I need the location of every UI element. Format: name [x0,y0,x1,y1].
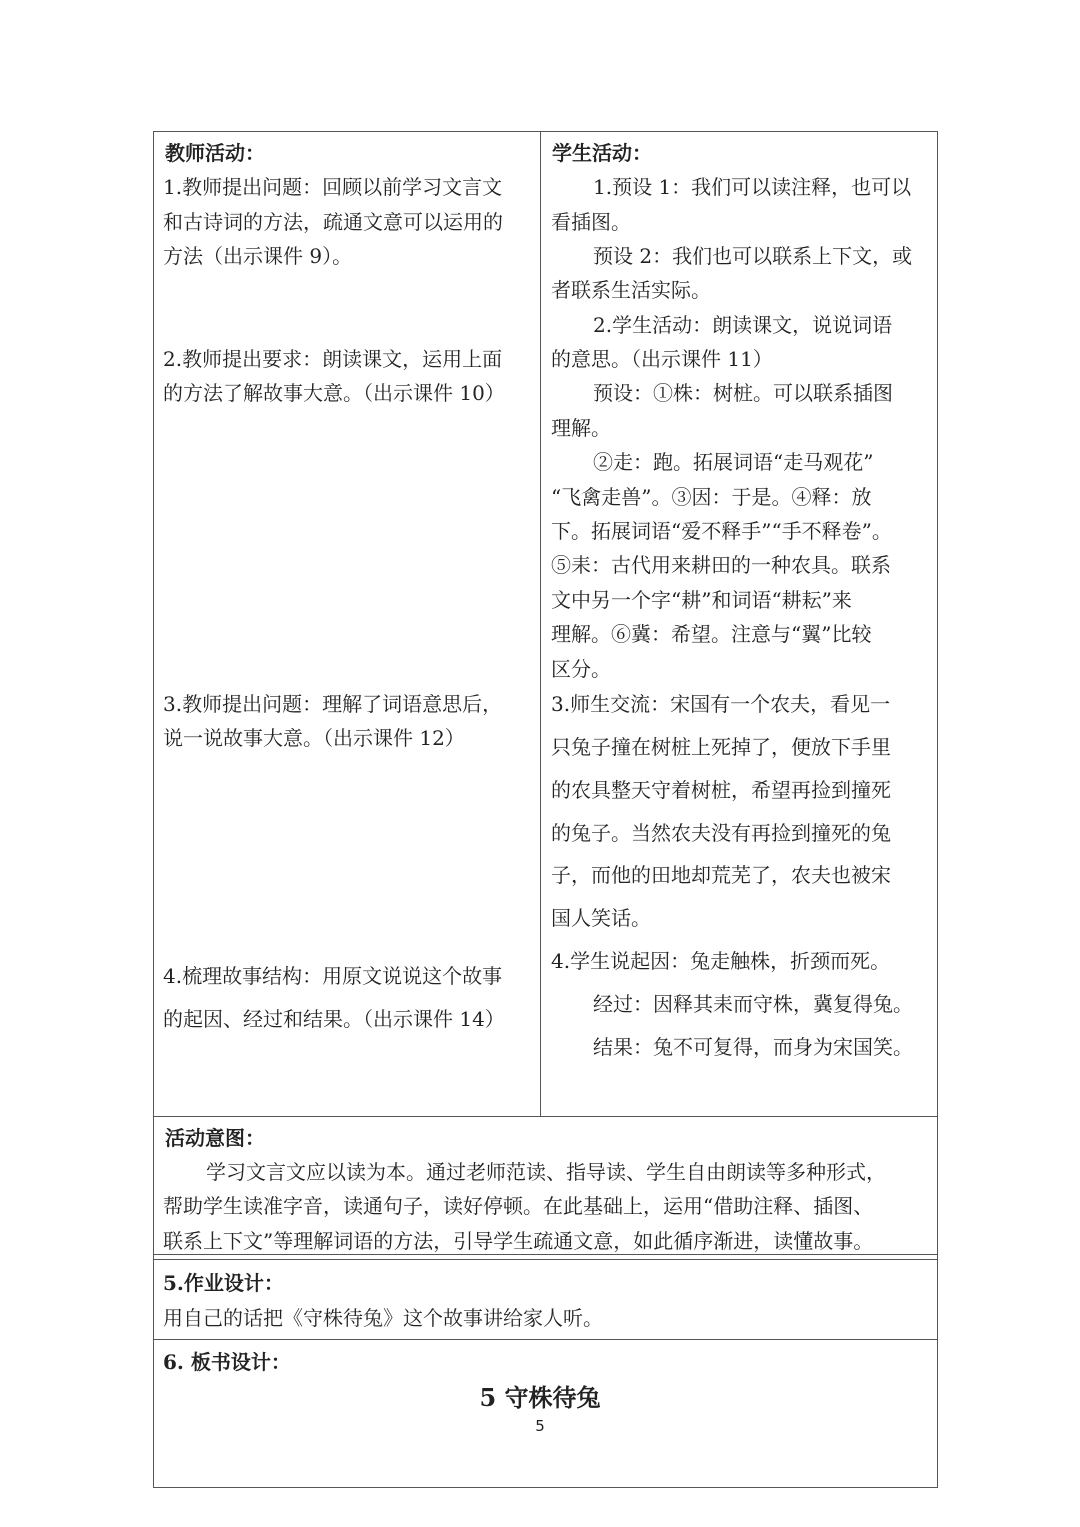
teacher-line: 的方法了解故事大意。（出示课件 10） [163,381,505,405]
homework-heading: 5.作业设计： [163,1271,284,1295]
student-line: 者联系生活实际。 [551,278,711,302]
teacher-line: 2.教师提出要求：朗读课文，运用上面 [163,347,503,371]
teacher-heading: 教师活动： [165,141,265,165]
student-line: 国人笑话。 [551,906,651,930]
teacher-line: 3.教师提出问题：理解了词语意思后， [163,692,503,716]
student-line: 3.师生交流：宋国有一个农夫，看见一 [551,692,891,716]
student-line: ⑤耒：古代用来耕田的一种农具。联系 [551,553,891,577]
intent-line: 学习文言文应以读为本。通过老师范读、指导读、学生自由朗读等多种形式， [206,1160,886,1184]
row-divider-intent [153,1116,938,1117]
student-line: 文中另一个字“耕”和词语“耕耘”来 [551,588,852,612]
student-line: “飞禽走兽”。③因：于是。④释：放 [551,485,872,509]
student-line: 区分。 [551,657,611,681]
student-line: 1.预设 1：我们可以读注释，也可以 [593,175,912,199]
student-line: 只兔子撞在树桩上死掉了，便放下手里 [551,735,891,759]
page-number: 5 [535,1417,545,1435]
student-line: 预设 2：我们也可以联系上下文，或 [593,244,913,268]
student-line: 理解。⑥冀：希望。注意与“翼”比较 [551,622,872,646]
student-line: 子，而他的田地却荒芜了，农夫也被宋 [551,863,891,887]
student-line: ②走：跑。拓展词语“走马观花” [593,450,874,474]
teacher-line: 的起因、经过和结果。（出示课件 14） [163,1007,505,1031]
column-divider [540,131,541,1117]
student-line: 下。拓展词语“爱不释手”“手不释卷”。 [551,519,892,543]
student-line: 理解。 [551,416,611,440]
teacher-line: 说一说故事大意。（出示课件 12） [163,726,465,750]
intent-line: 帮助学生读准字音，读通句子，读好停顿。在此基础上，运用“借助注释、插图、 [163,1194,874,1218]
student-line: 的意思。（出示课件 11） [551,347,773,371]
student-line: 2.学生活动：朗读课文，说说词语 [593,313,893,337]
student-line: 预设：①株：树桩。可以联系插图 [593,381,893,405]
teacher-line: 4.梳理故事结构：用原文说说这个故事 [163,964,503,988]
student-line: 的农具整天守着树桩，希望再捡到撞死 [551,778,891,802]
student-line: 的兔子。当然农夫没有再捡到撞死的兔 [551,821,891,845]
intent-line: 联系上下文”等理解词语的方法，引导学生疏通文意，如此循序渐进，读懂故事。 [163,1229,874,1253]
intent-heading: 活动意图： [165,1126,265,1150]
student-line: 结果：兔不可复得，而身为宋国笑。 [593,1035,913,1059]
homework-text: 用自己的话把《守株待兔》这个故事讲给家人听。 [163,1306,603,1330]
teacher-line: 和古诗词的方法，疏通文意可以运用的 [163,210,503,234]
board-heading: 6. 板书设计： [163,1350,291,1374]
row-divider-board [153,1339,938,1340]
student-line: 经过：因释其耒而守株，冀复得兔。 [593,992,913,1016]
board-title: 5 守株待兔 [479,1383,601,1412]
teacher-line: 1.教师提出问题：回顾以前学习文言文 [163,175,503,199]
student-heading: 学生活动： [552,141,652,165]
student-line: 看插图。 [551,210,631,234]
teacher-line: 方法（出示课件 9）。 [163,244,353,268]
student-line: 4.学生说起因：兔走触株，折颈而死。 [551,949,891,973]
row-divider-homework-top-inner [153,1259,938,1260]
